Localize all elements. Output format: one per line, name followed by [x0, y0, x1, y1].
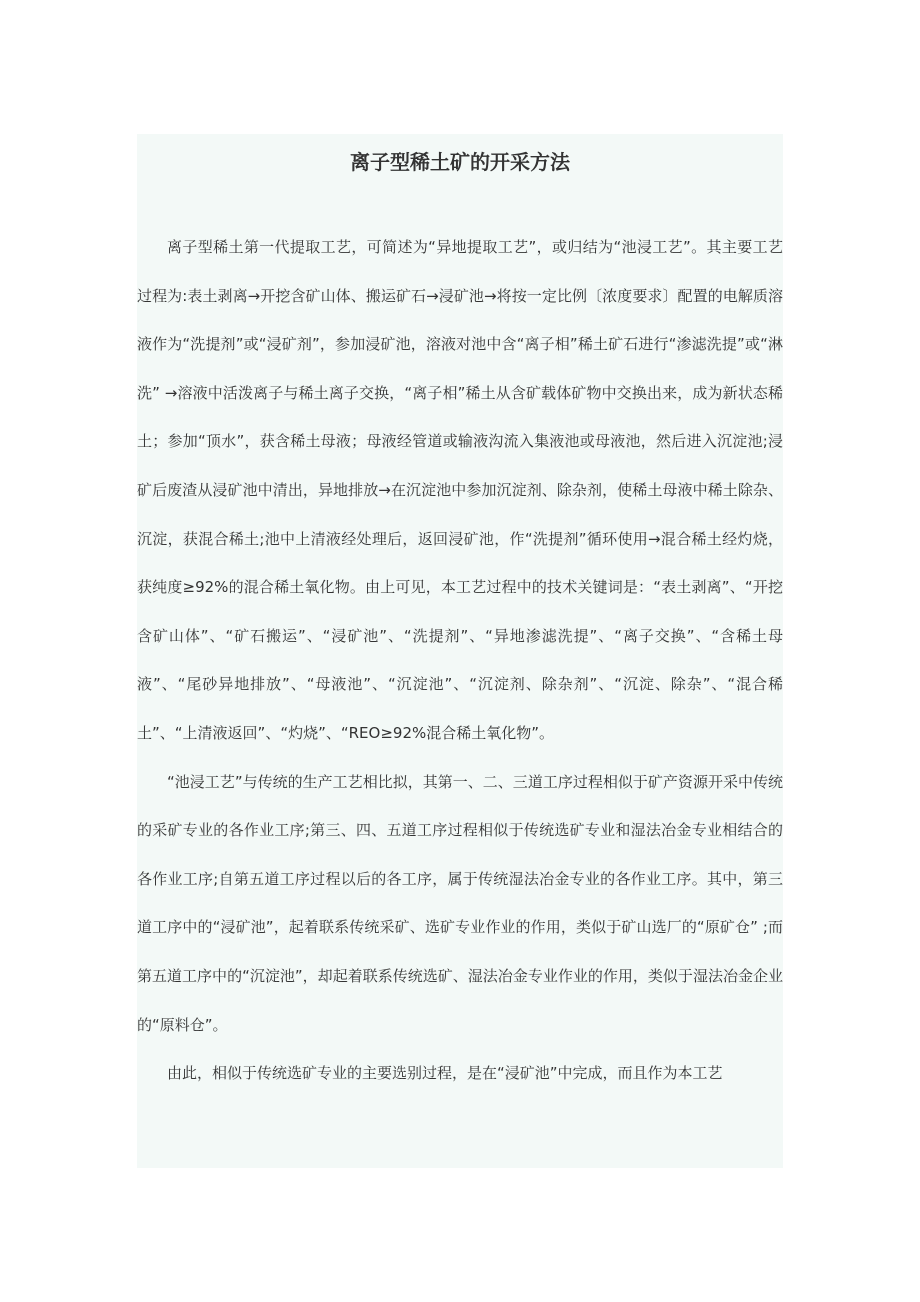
- document-title: 离子型稀土矿的开采方法: [350, 150, 570, 174]
- paragraph-2: “池浸工艺”与传统的生产工艺相比拟，其第一、二、三道工序过程相似于矿产资源开采中传统的采矿专业的各作业工序;第三、四、五道工序过程相似于传统选矿专业和湿法冶金专业相结合的各作业工序;自第五道工序过程以后的各工序，属于传统湿法冶金专业的各作业工序。其中，第三道工序中的“浸矿池”，起着联系传统采矿、选矿专业作业的作用，类似于矿山选厂的“原矿仓” ;而第五道工序中的“沉淀池”，却起着联系传统选矿、湿法冶金专业作业的作用，类似于湿法冶金企业的“原料仓”。: [137, 772, 783, 1034]
- document-body: [137, 223, 783, 1098]
- paragraph-1: 离子型稀土第一代提取工艺，可简述为“异地提取工艺”，或归结为“池浸工艺”。其主要工艺过程为:表土剥离→开挖含矿山体、搬运矿石→浸矿池→将按一定比例〔浓度要求〕配置的电解质溶液作为“洗提剂”或“浸矿剂”，参加浸矿池，溶液对池中含“离子相”稀土矿石进行“渗滤洗提”或“淋洗” →溶液中活泼离子与稀土离子交换，“离子相”稀土从含矿载体矿物中交换出来，成为新状态稀土；参加“顶水”，获含稀土母液；母液经管道或输液沟流入集液池或母液池，然后进入沉淀池;浸矿后废渣从浸矿池中清出，异地排放→在沉淀池中参加沉淀剂、除杂剂，使稀土母液中稀土除杂、沉淀，获混合稀土;池中上清液经处理后，返回浸矿池，作“洗提剂”循环使用→混合稀土经灼烧，获纯度≥92%的混合稀土氧化物。由上可见，本工艺过程中的技术关键词是：“表土剥离”、“开挖含矿山体”、“矿石搬运”、“浸矿池”、“洗提剂”、“异地渗滤洗提”、“离子交换”、“含稀土母液”、“尾砂异地排放”、“母液池”、“沉淀池”、“沉淀剂、除杂剂”、“沉淀、除杂”、“混合稀土”、“上清液返回”、“灼烧”、“REO≥92%混合稀土氧化物”。: [137, 238, 783, 742]
- paragraph-3: 由此，相似于传统选矿专业的主要选别过程，是在“浸矿池”中完成，而且作为本工艺: [167, 1064, 723, 1083]
- document-page: [137, 134, 783, 1168]
